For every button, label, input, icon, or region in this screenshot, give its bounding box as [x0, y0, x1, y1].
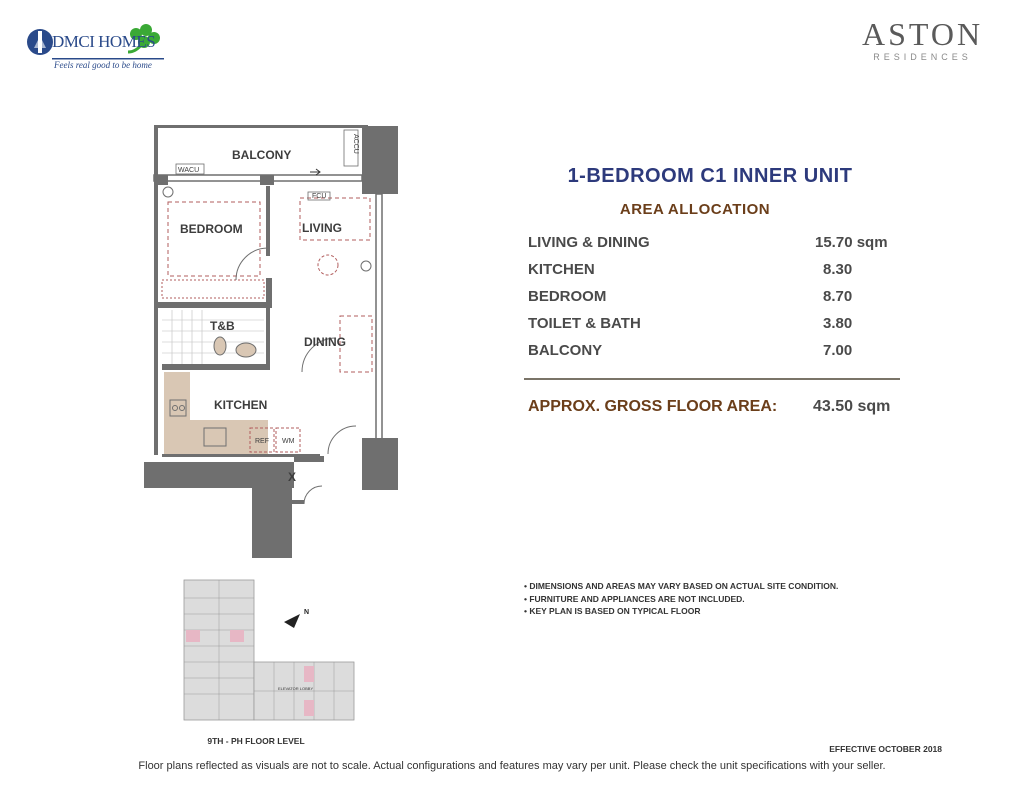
area-row: [528, 234, 898, 261]
area-label: BEDROOM: [528, 288, 607, 305]
brand-name: DMCI HOMES: [52, 32, 156, 51]
label-kitchen: KITCHEN: [214, 398, 268, 412]
balcony-rail: [154, 175, 362, 181]
project-subtitle: RESIDENCES: [873, 52, 972, 62]
wardrobe-outline: [162, 280, 264, 298]
note-item: • DIMENSIONS AND AREAS MAY VARY BASED ON ACTUAL SITE CONDITION.: [524, 581, 839, 591]
area-value: 8.70: [823, 288, 853, 305]
bedroom-south-wall: [154, 302, 266, 308]
area-row: [528, 261, 898, 288]
bedroom-living-wall: [266, 186, 270, 256]
note-item: • FURNITURE AND APPLIANCES ARE NOT INCLUDED.: [524, 593, 745, 604]
footer-disclaimer: Floor plans reflected as visuals are not to scale. Actual configurations and features may vary per unit. Please check the unit specifications with your seller.: [138, 760, 886, 772]
effective-date: EFFECTIVE OCTOBER 2018: [829, 744, 942, 754]
notes-list: [524, 580, 944, 618]
key-plan-caption: 9TH - PH FLOOR LEVEL: [207, 736, 305, 746]
area-value: 15.70 sqm: [815, 234, 888, 251]
unit-title: 1-BEDROOM C1 INNER UNIT: [567, 165, 853, 187]
unit-highlight-4: [304, 700, 314, 716]
north-arrow-icon: [284, 609, 309, 628]
project-title: ASTON: [861, 16, 984, 52]
area-value: 3.80: [823, 315, 853, 332]
area-row: [528, 288, 898, 315]
area-label: LIVING & DINING: [528, 234, 650, 251]
bedroom-door-swing: [236, 248, 268, 280]
key-plan: [180, 578, 360, 728]
area-value: 8.30: [823, 261, 853, 278]
floor-plan: [140, 120, 410, 565]
living-table-icon: [318, 255, 338, 275]
svg-text:N: N: [304, 609, 310, 616]
brand-tagline: Feels real good to be home: [54, 60, 152, 70]
gross-area-value: 43.50 sqm: [813, 398, 891, 415]
kitchen-north-wall: [162, 364, 266, 370]
label-tb: T&B: [210, 319, 235, 333]
toilet-icon: [214, 337, 226, 355]
label-living: LIVING: [302, 221, 343, 235]
area-row: [528, 315, 898, 342]
gross-area-label: APPROX. GROSS FLOOR AREA:: [528, 398, 778, 415]
unit-highlight-1: [186, 630, 200, 642]
sink-icon: [236, 343, 256, 357]
area-allocation-heading: AREA ALLOCATION: [619, 201, 771, 218]
unit-highlight-2: [230, 630, 244, 642]
column-top: [362, 126, 398, 194]
area-label: TOILET & BATH: [528, 315, 641, 332]
entry-door-swing: [328, 426, 356, 454]
column-bottom: [362, 438, 398, 490]
note-item: • KEY PLAN IS BASED ON TYPICAL FLOOR: [524, 606, 701, 616]
shaft-wall: [252, 488, 292, 558]
label-ref: REF: [255, 438, 269, 445]
area-value: 7.00: [823, 342, 853, 359]
label-wm: WM: [282, 438, 295, 445]
label-bedroom: BEDROOM: [180, 222, 243, 236]
label-dining: DINING: [304, 335, 346, 349]
label-fcu: FCU: [312, 193, 327, 200]
elevator-lobby-label: ELEVATOR LOBBY: [278, 686, 314, 691]
label-x: X: [288, 470, 297, 484]
area-row: [528, 342, 898, 369]
area-label: KITCHEN: [528, 261, 595, 278]
corridor-wall: [144, 462, 297, 488]
unit-highlight-3: [304, 666, 314, 682]
area-label: BALCONY: [528, 342, 603, 359]
label-balcony: BALCONY: [232, 148, 292, 162]
plant-icon: [361, 261, 371, 271]
top-wall: [154, 125, 368, 128]
label-accu: ACCU: [352, 134, 359, 154]
bed-outline: [168, 202, 260, 276]
section-divider: [524, 378, 900, 380]
arrow-icon: [310, 169, 320, 175]
label-wacu: WACU: [178, 167, 200, 174]
lamp-icon: [163, 187, 173, 197]
kitchen-counter: [164, 372, 268, 454]
